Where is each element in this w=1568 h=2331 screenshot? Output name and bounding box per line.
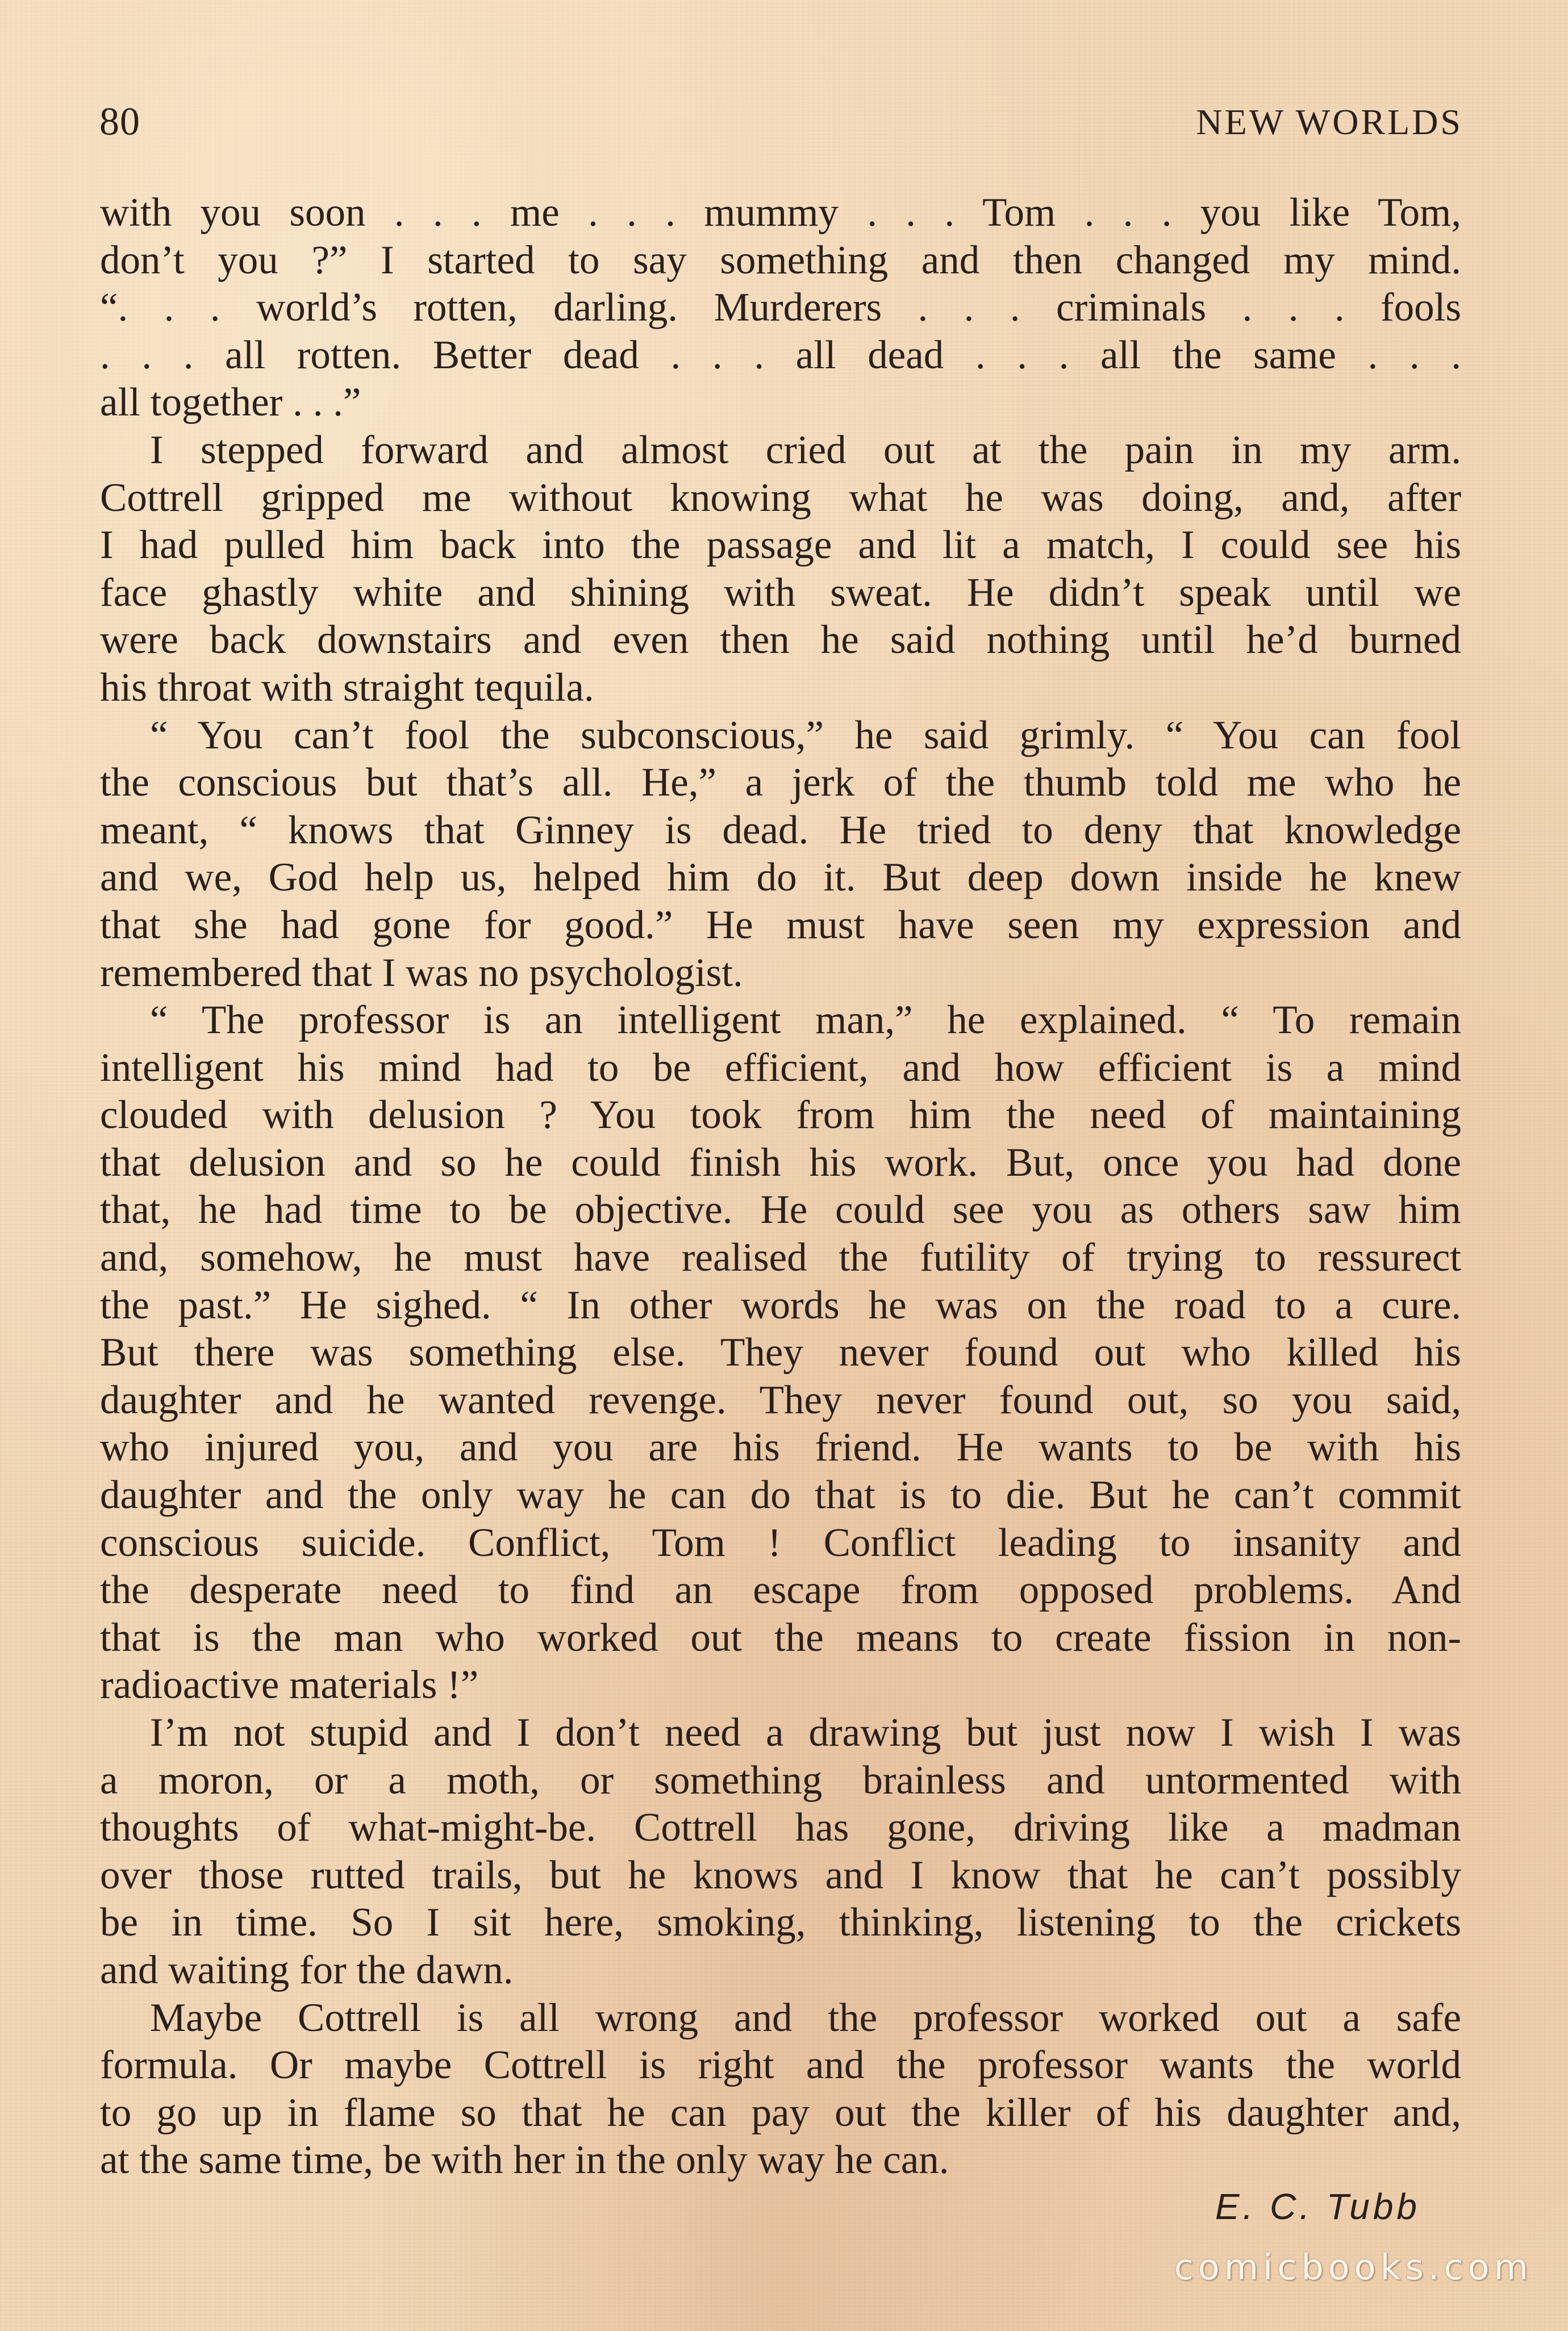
- text-line: a moron, or a moth, or something brainless and untormented with: [100, 1758, 1461, 1803]
- paragraph-first-line: Maybe Cottrell is all wrong and the professor worked out a safe: [150, 1995, 1461, 2040]
- text-line: conscious suicide. Conflict, Tom ! Conflict leading to insanity and: [100, 1520, 1461, 1565]
- text-line: all together . . .”: [100, 380, 361, 425]
- text-line: daughter and the only way he can do that is to die. But he can’t commit: [100, 1473, 1461, 1518]
- text-line: don’t you ?” I started to say something and then changed my mind.: [100, 238, 1461, 282]
- text-line: that, he had time to be objective. He could see you as others saw him: [100, 1188, 1461, 1233]
- text-line: his throat with straight tequila.: [100, 665, 594, 710]
- text-line: the conscious but that’s all. He,” a jerk of the thumb told me who he: [100, 760, 1461, 805]
- text-line: But there was something else. They never found out who killed his: [100, 1330, 1461, 1375]
- text-line: that she had gone for good.” He must have seen my expression and: [100, 902, 1461, 947]
- paragraph-first-line: “ You can’t fool the subconscious,” he said grimly. “ You can fool: [150, 713, 1461, 757]
- text-line: the desperate need to find an escape from opposed problems. And: [100, 1568, 1461, 1613]
- text-line: daughter and he wanted revenge. They never found out, so you said,: [100, 1377, 1461, 1422]
- text-line: over those rutted trails, but he knows and I know that he can’t possibly: [100, 1853, 1461, 1897]
- paragraph-first-line: “ The professor is an intelligent man,” he explained. “ To remain: [150, 998, 1461, 1043]
- text-line: and waiting for the dawn.: [100, 1947, 514, 1992]
- paragraph-first-line: I stepped forward and almost cried out at the pain in my arm.: [150, 427, 1461, 472]
- story-body: [100, 189, 1461, 2184]
- text-line: remembered that I was no psychologist.: [100, 950, 743, 995]
- author-byline: E. C. Tubb: [1215, 2186, 1420, 2227]
- text-line: to go up in flame so that he can pay out the killer of his daughter and,: [100, 2090, 1461, 2135]
- text-line: thoughts of what-might-be. Cottrell has gone, driving like a madman: [100, 1805, 1461, 1850]
- text-line: radioactive materials !”: [100, 1663, 479, 1708]
- text-line: and, somehow, he must have realised the futility of trying to ressurect: [100, 1235, 1461, 1280]
- text-line: at the same time, be with her in the only way he can.: [100, 2138, 949, 2183]
- text-line: who injured you, and you are his friend. He wants to be with his: [100, 1425, 1461, 1470]
- text-line: were back downstairs and even then he said nothing until he’d burned: [100, 618, 1461, 663]
- text-line: “. . . world’s rotten, darling. Murderers . . . criminals . . . fools: [100, 285, 1461, 330]
- journal-title: NEW WORLDS: [1196, 102, 1463, 142]
- text-line: the past.” He sighed. “ In other words he was on the road to a cure.: [100, 1283, 1461, 1327]
- text-line: face ghastly white and shining with sweat. He didn’t speak until we: [100, 570, 1461, 615]
- text-line: clouded with delusion ? You took from him the need of maintaining: [100, 1093, 1461, 1138]
- text-line: intelligent his mind had to be efficient, and how efficient is a mind: [100, 1045, 1461, 1090]
- paragraph-first-line: I’m not stupid and I don’t need a drawing but just now I wish I was: [150, 1710, 1461, 1755]
- text-line: and we, God help us, helped him do it. But deep down inside he knew: [100, 855, 1461, 900]
- text-line: meant, “ knows that Ginney is dead. He tried to deny that knowledge: [100, 807, 1461, 852]
- text-line: Cottrell gripped me without knowing what he was doing, and, after: [100, 475, 1461, 520]
- text-line: formula. Or maybe Cottrell is right and the professor wants the world: [100, 2043, 1461, 2088]
- running-head: [99, 97, 1463, 148]
- text-line: with you soon . . . me . . . mummy . . . Tom . . . you like Tom,: [100, 190, 1461, 235]
- text-line: be in time. So I sit here, smoking, thinking, listening to the crickets: [100, 1900, 1461, 1945]
- watermark: comicbooks.com: [1174, 2246, 1533, 2288]
- text-line: . . . all rotten. Better dead . . . all dead . . . all the same . . .: [100, 332, 1461, 377]
- page-number: 80: [99, 100, 140, 144]
- text-line: that is the man who worked out the means to create fission in non-: [100, 1615, 1461, 1660]
- text-line: that delusion and so he could finish his work. But, once you had done: [100, 1140, 1461, 1185]
- text-line: I had pulled him back into the passage and lit a match, I could see his: [100, 523, 1461, 568]
